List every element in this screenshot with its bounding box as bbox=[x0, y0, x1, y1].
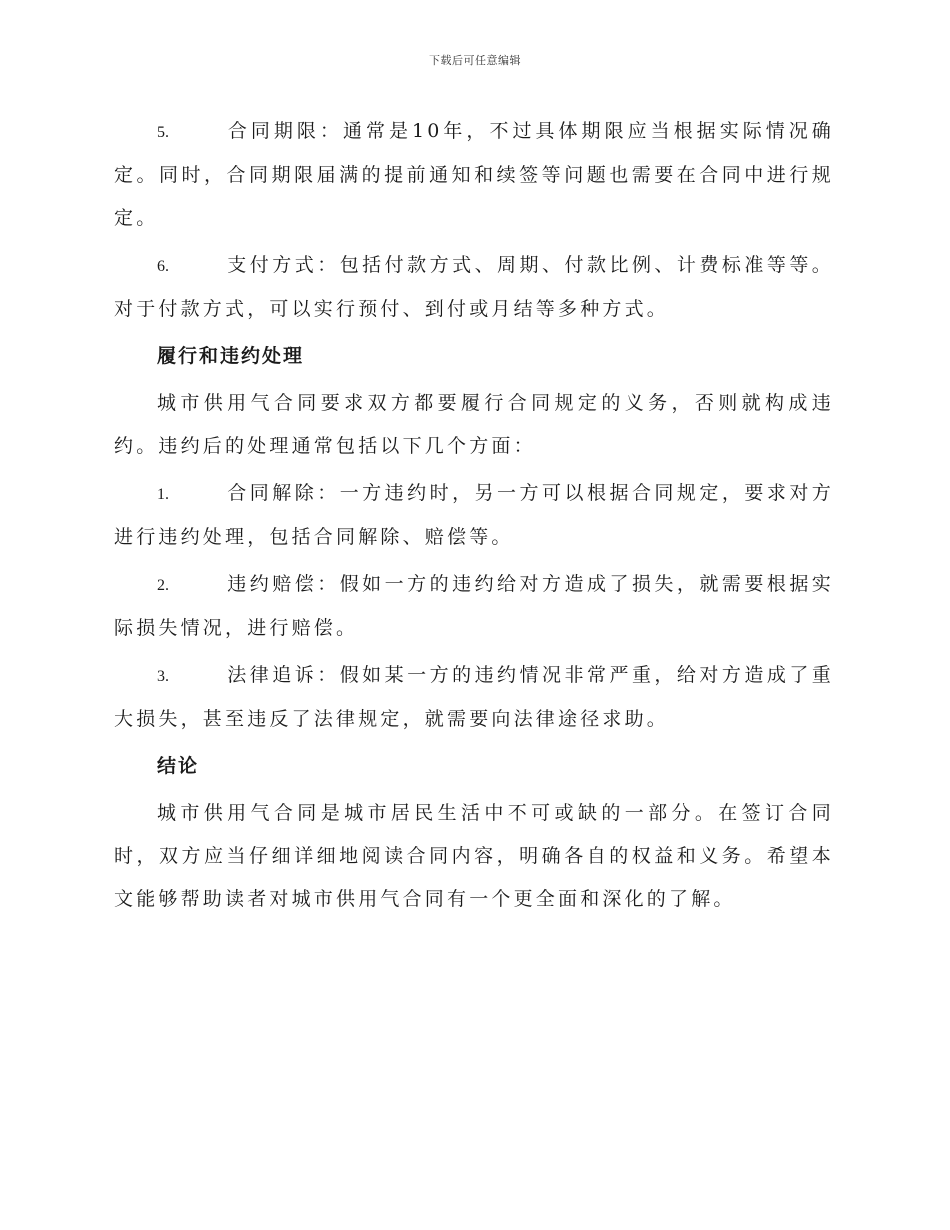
section-heading-conclusion: 结论 bbox=[157, 755, 200, 777]
section-heading-performance-breach: 履行和违约处理 bbox=[157, 345, 305, 367]
conclusion-paragraph: 城市供用气合同是城市居民生活中不可或缺的一部分。在签订合同时，双方应当仔细详细地阅读合同内容，明确各自的权益和义务。希望本文能够帮助读者对城市供用气合同有一个更全面和深化的了解。 bbox=[114, 802, 834, 910]
list-number: 5. bbox=[157, 124, 169, 141]
list-number: 3. bbox=[157, 668, 169, 685]
list-item-1 bbox=[114, 472, 834, 559]
list-number: 2. bbox=[157, 577, 169, 594]
list-number: 1. bbox=[157, 486, 169, 503]
list-item-text: 支付方式：包括付款方式、周期、付款比例、计费标准等等。对于付款方式，可以实行预付、到付或月结等多种方式。 bbox=[114, 254, 834, 320]
list-item-2 bbox=[114, 563, 834, 650]
list-item-6 bbox=[114, 244, 834, 331]
document-body bbox=[114, 110, 834, 925]
list-item-text: 违约赔偿：假如一方的违约给对方造成了损失，就需要根据实际损失情况，进行赔偿。 bbox=[114, 573, 834, 639]
list-item-3 bbox=[114, 654, 834, 741]
list-item-text: 合同期限：通常是10年，不过具体期限应当根据实际情况确定。同时，合同期限届满的提前通知和续签等问题也需要在合同中进行规定。 bbox=[114, 120, 834, 229]
page-header: 下载后可任意编辑 bbox=[429, 54, 521, 67]
list-item-5 bbox=[114, 110, 834, 240]
section-intro-paragraph: 城市供用气合同要求双方都要履行合同规定的义务，否则就构成违约。违约后的处理通常包括以下几个方面： bbox=[114, 392, 834, 457]
list-number: 6. bbox=[157, 258, 169, 275]
list-item-text: 合同解除：一方违约时，另一方可以根据合同规定，要求对方进行违约处理，包括合同解除、赔偿等。 bbox=[114, 482, 834, 548]
list-item-text: 法律追诉：假如某一方的违约情况非常严重，给对方造成了重大损失，甚至违反了法律规定，就需要向法律途径求助。 bbox=[114, 664, 834, 730]
